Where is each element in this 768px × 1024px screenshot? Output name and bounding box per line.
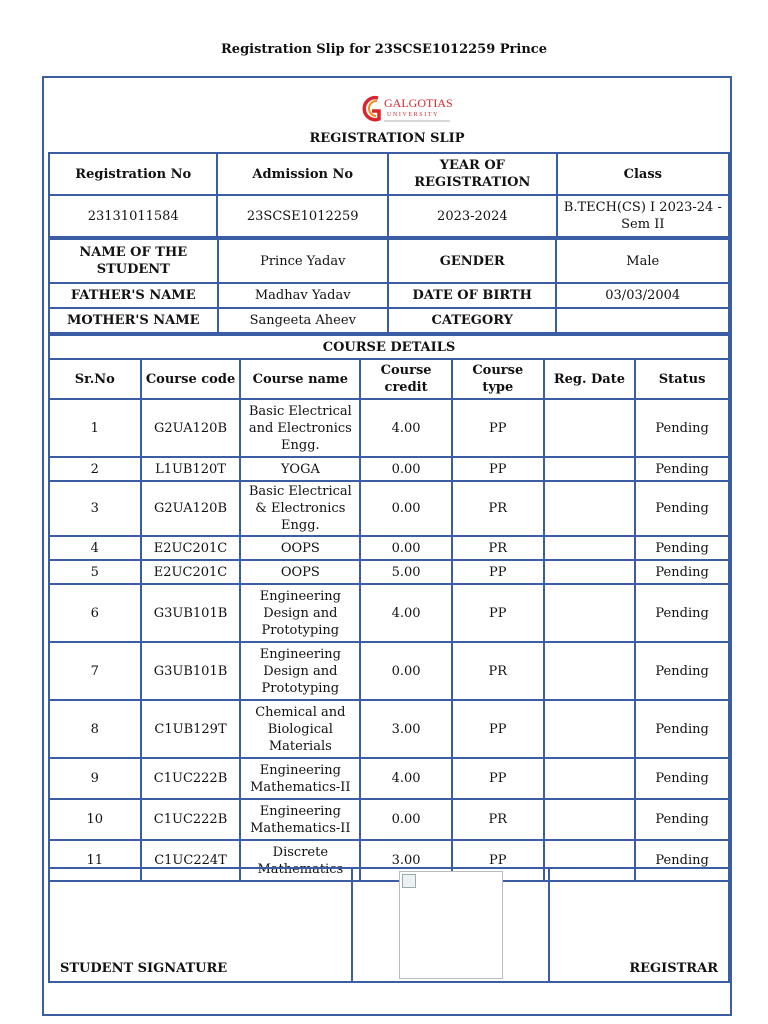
table-row — [49, 799, 729, 840]
registration-info-table — [48, 152, 730, 238]
table-row — [49, 758, 729, 799]
table-row — [49, 536, 729, 560]
table-row — [49, 399, 729, 457]
column-header-course-credit: Course credit — [360, 359, 452, 399]
father-name-value: Madhav Yadav — [218, 283, 388, 308]
cell-course-type: PR — [452, 536, 544, 560]
student-photo — [399, 871, 503, 979]
column-header-sr-no: Sr.No — [49, 359, 141, 399]
cell-course-code: G3UB101B — [141, 642, 241, 700]
cell-course-credit: 5.00 — [360, 560, 452, 584]
logo-subtitle: UNIVERSITY — [387, 112, 439, 118]
cell-course-code: C1UC222B — [141, 758, 241, 799]
cell-course-code: L1UB120T — [141, 457, 241, 481]
cell-course-credit: 4.00 — [360, 758, 452, 799]
cell-status: Pending — [635, 536, 729, 560]
cell-course-code: C1UC222B — [141, 799, 241, 840]
column-header-reg-date: Reg. Date — [544, 359, 636, 399]
cell-course-name: Chemical and Biological Materials — [240, 700, 360, 758]
table-row — [49, 481, 729, 536]
signature-table — [48, 867, 730, 983]
cell-course-credit: 3.00 — [360, 700, 452, 758]
cell-course-name: Engineering Mathematics-II — [240, 799, 360, 840]
slip-heading: REGISTRATION SLIP — [309, 131, 465, 146]
class-label: Class — [557, 153, 729, 195]
registrar-label: REGISTRAR — [549, 868, 729, 982]
cell-reg-date — [544, 642, 636, 700]
cell-course-credit: 0.00 — [360, 642, 452, 700]
cell-reg-date — [544, 481, 636, 536]
category-value — [556, 308, 729, 333]
cell-reg-date — [544, 799, 636, 840]
cell-course-type: PR — [452, 799, 544, 840]
cell-course-code: C1UC224T — [141, 840, 241, 881]
cell-reg-date — [544, 584, 636, 642]
cell-course-name: Basic Electrical & Electronics Engg. — [240, 481, 360, 536]
registration-no-value: 23131011584 — [49, 195, 217, 237]
cell-reg-date — [544, 536, 636, 560]
cell-course-credit: 4.00 — [360, 584, 452, 642]
galgotias-logo-icon — [362, 92, 454, 126]
broken-image-icon — [402, 874, 416, 888]
table-row — [49, 457, 729, 481]
cell-course-name: Discrete Mathematics — [240, 840, 360, 881]
cell-course-type: PP — [452, 758, 544, 799]
cell-sr-no: 1 — [49, 399, 141, 457]
cell-sr-no: 4 — [49, 536, 141, 560]
cell-course-code: G2UA120B — [141, 481, 241, 536]
category-label: CATEGORY — [388, 308, 557, 333]
admission-no-value: 23SCSE1012259 — [217, 195, 388, 237]
student-name-value: Prince Yadav — [218, 239, 388, 283]
gender-label: GENDER — [388, 239, 557, 283]
cell-course-credit: 4.00 — [360, 399, 452, 457]
column-header-course-code: Course code — [141, 359, 241, 399]
column-header-course-name: Course name — [240, 359, 360, 399]
cell-course-credit: 3.00 — [360, 840, 452, 881]
cell-course-name: YOGA — [240, 457, 360, 481]
year-of-registration-value: 2023-2024 — [388, 195, 557, 237]
cell-course-credit: 0.00 — [360, 481, 452, 536]
cell-course-code: E2UC201C — [141, 560, 241, 584]
cell-status: Pending — [635, 700, 729, 758]
cell-sr-no: 11 — [49, 840, 141, 881]
cell-course-name: Engineering Design and Prototyping — [240, 584, 360, 642]
cell-reg-date — [544, 700, 636, 758]
student-signature-label: STUDENT SIGNATURE — [49, 868, 352, 982]
cell-status: Pending — [635, 758, 729, 799]
mother-name-value: Sangeeta Aheev — [218, 308, 388, 333]
mother-name-label: MOTHER'S NAME — [49, 308, 218, 333]
student-name-label: NAME OF THE STUDENT — [49, 239, 218, 283]
cell-sr-no: 7 — [49, 642, 141, 700]
cell-course-type: PR — [452, 642, 544, 700]
column-header-status: Status — [635, 359, 729, 399]
cell-course-code: C1UB129T — [141, 700, 241, 758]
cell-reg-date — [544, 758, 636, 799]
logo-wordmark: GALGOTIAS — [384, 96, 453, 110]
course-details-heading: COURSE DETAILS — [49, 335, 729, 359]
cell-sr-no: 3 — [49, 481, 141, 536]
cell-status: Pending — [635, 584, 729, 642]
cell-status: Pending — [635, 399, 729, 457]
table-row — [49, 560, 729, 584]
photo-cell — [352, 868, 549, 982]
cell-course-type: PP — [452, 584, 544, 642]
cell-sr-no: 8 — [49, 700, 141, 758]
cell-course-code: G3UB101B — [141, 584, 241, 642]
cell-status: Pending — [635, 840, 729, 881]
cell-status: Pending — [635, 457, 729, 481]
table-row — [49, 642, 729, 700]
cell-sr-no: 6 — [49, 584, 141, 642]
cell-course-code: G2UA120B — [141, 399, 241, 457]
student-info-table — [48, 238, 730, 334]
cell-course-credit: 0.00 — [360, 536, 452, 560]
date-of-birth-label: DATE OF BIRTH — [388, 283, 557, 308]
admission-no-label: Admission No — [217, 153, 388, 195]
cell-course-name: Engineering Mathematics-II — [240, 758, 360, 799]
cell-course-name: Engineering Design and Prototyping — [240, 642, 360, 700]
cell-reg-date — [544, 457, 636, 481]
column-header-course-type: Course type — [452, 359, 544, 399]
cell-course-name: OOPS — [240, 536, 360, 560]
cell-reg-date — [544, 399, 636, 457]
cell-status: Pending — [635, 642, 729, 700]
cell-status: Pending — [635, 481, 729, 536]
page-title: Registration Slip for 23SCSE1012259 Prince — [221, 42, 547, 57]
cell-course-credit: 0.00 — [360, 799, 452, 840]
cell-course-credit: 0.00 — [360, 457, 452, 481]
cell-course-type: PP — [452, 399, 544, 457]
cell-course-name: OOPS — [240, 560, 360, 584]
cell-course-name: Basic Electrical and Electronics Engg. — [240, 399, 360, 457]
registration-no-label: Registration No — [49, 153, 217, 195]
course-details-table — [48, 334, 730, 882]
date-of-birth-value: 03/03/2004 — [556, 283, 729, 308]
cell-status: Pending — [635, 560, 729, 584]
cell-reg-date — [544, 560, 636, 584]
table-row — [49, 584, 729, 642]
cell-course-code: E2UC201C — [141, 536, 241, 560]
cell-sr-no: 10 — [49, 799, 141, 840]
table-row — [49, 700, 729, 758]
gender-value: Male — [556, 239, 729, 283]
cell-course-type: PP — [452, 457, 544, 481]
cell-status: Pending — [635, 799, 729, 840]
class-value: B.TECH(CS) I 2023-24 - Sem II — [557, 195, 729, 237]
registration-slip-frame — [42, 76, 732, 1016]
year-of-registration-label: YEAR OF REGISTRATION — [388, 153, 557, 195]
university-logo — [44, 90, 734, 126]
cell-sr-no: 2 — [49, 457, 141, 481]
cell-sr-no: 5 — [49, 560, 141, 584]
cell-course-type: PP — [452, 700, 544, 758]
cell-course-type: PR — [452, 481, 544, 536]
cell-course-type: PP — [452, 840, 544, 881]
cell-course-type: PP — [452, 560, 544, 584]
cell-sr-no: 9 — [49, 758, 141, 799]
father-name-label: FATHER'S NAME — [49, 283, 218, 308]
